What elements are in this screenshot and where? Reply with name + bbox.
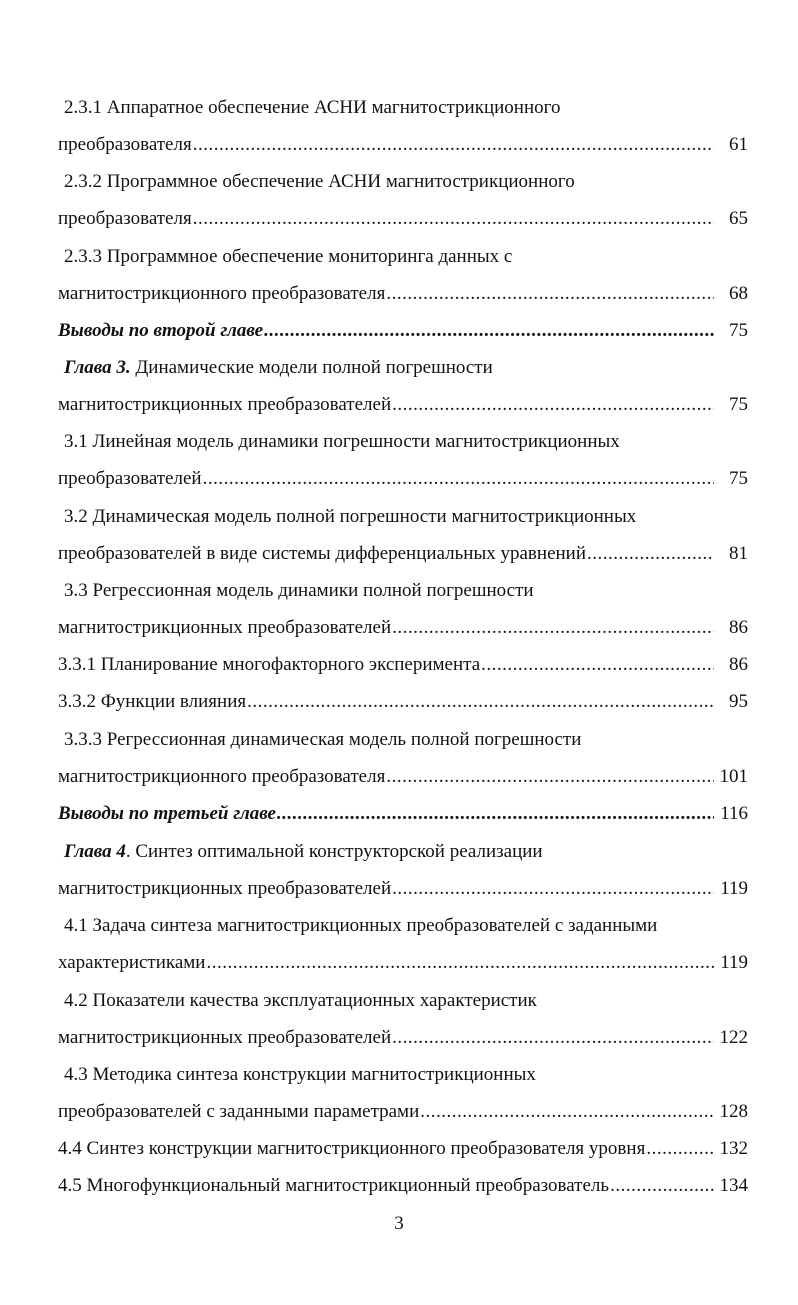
toc-entry-text: Выводы по второй главе — [58, 320, 264, 341]
dot-leader — [203, 467, 714, 491]
toc-page-number: 132 — [719, 1138, 748, 1159]
toc-entry-text: магнитострикционного преобразователя — [58, 283, 386, 304]
dot-leader — [392, 1026, 714, 1050]
toc-entry-4-1-line1: 4.1 Задача синтеза магнитострикционных преобразователей с заданными — [64, 915, 658, 936]
dot-leader — [193, 133, 714, 157]
toc-entry-4-3-line1: 4.3 Методика синтеза конструкции магнитострикционных — [64, 1064, 536, 1085]
toc-entry-4-4 — [58, 1137, 748, 1161]
dot-leader — [646, 1137, 714, 1161]
toc-entry-text: преобразователей с заданными параметрами — [58, 1101, 420, 1122]
toc-entry-text: 3.3.2 Функции влияния — [58, 691, 247, 712]
toc-entry-text: характеристиками — [58, 952, 206, 973]
dot-leader — [610, 1174, 714, 1198]
dot-leader — [277, 802, 714, 826]
toc-page-number: 68 — [729, 283, 748, 304]
toc-entry-chapter-4-line2 — [58, 877, 748, 901]
chapter-title: Динамические модели полной погрешности — [130, 357, 493, 378]
toc-entry-4-2-line1: 4.2 Показатели качества эксплуатационных характеристик — [64, 990, 537, 1011]
toc-entry-text: магнитострикционного преобразователя — [58, 766, 386, 787]
toc-entry-text: магнитострикционных преобразователей — [58, 394, 392, 415]
toc-page-number: 128 — [719, 1101, 748, 1122]
toc-entry-2-3-3-line1: 2.3.3 Программное обеспечение мониторинга данных с — [64, 246, 513, 267]
toc-entry-3-3-1 — [58, 653, 748, 677]
toc-entry-3-3-line2 — [58, 616, 748, 640]
toc-entry-chapter-3-line2 — [58, 393, 748, 417]
dot-leader — [247, 690, 714, 714]
toc-entry-2-3-1-line2 — [58, 133, 748, 157]
toc-entry-3-2-line2 — [58, 542, 748, 566]
chapter-label: Глава 4 — [64, 841, 126, 862]
toc-page-number: 122 — [719, 1027, 748, 1048]
toc-page-number: 86 — [729, 617, 748, 638]
dot-leader — [392, 877, 714, 901]
toc-entry-3-2-line1: 3.2 Динамическая модель полной погрешности магнитострикционных — [64, 506, 637, 527]
toc-page-number: 81 — [729, 543, 748, 564]
page-number: 3 — [394, 1213, 404, 1234]
dot-leader — [264, 319, 714, 343]
toc-entry-text: преобразователя — [58, 208, 192, 229]
toc-page-number: 101 — [719, 766, 748, 787]
toc-page-number: 75 — [729, 394, 748, 415]
toc-entry-4-1-line2 — [58, 951, 748, 975]
toc-entry-4-2-line2 — [58, 1026, 748, 1050]
toc-entry-2-3-2-line2 — [58, 207, 748, 231]
toc-entry-3-1-line2 — [58, 467, 748, 491]
dot-leader — [193, 207, 714, 231]
toc-entry-text: преобразователя — [58, 134, 192, 155]
dot-leader — [206, 951, 714, 975]
toc-entry-text: 4.5 Многофункциональный магнитострикционный преобразователь — [58, 1175, 610, 1196]
toc-entry-text: магнитострикционных преобразователей — [58, 617, 392, 638]
toc-page-number: 134 — [719, 1175, 748, 1196]
toc-entry-text: магнитострикционных преобразователей — [58, 1027, 392, 1048]
toc-entry-text: преобразователей — [58, 468, 202, 489]
dot-leader — [392, 393, 714, 417]
toc-page-number: 61 — [729, 134, 748, 155]
toc-entry-text: магнитострикционных преобразователей — [58, 878, 392, 899]
toc-entry-text: преобразователей в виде системы дифференциальных уравнений — [58, 543, 587, 564]
toc-entry-2-3-1-line1: 2.3.1 Аппаратное обеспечение АСНИ магнитострикционного — [64, 97, 561, 118]
toc-page-number: 119 — [720, 878, 748, 899]
toc-entry-text: Выводы по третьей главе — [58, 803, 276, 824]
toc-page-number: 75 — [729, 320, 748, 341]
toc-entry-3-3-3-line2 — [58, 765, 748, 789]
toc-entry-4-3-line2 — [58, 1100, 748, 1124]
toc-entry-3-3-line1: 3.3 Регрессионная модель динамики полной погрешности — [64, 580, 534, 601]
toc-page-number: 75 — [729, 468, 748, 489]
toc-entry-text: 4.4 Синтез конструкции магнитострикционного преобразователя уровня — [58, 1138, 646, 1159]
toc-entry-2-3-3-line2 — [58, 282, 748, 306]
toc-entry-2-3-2-line1: 2.3.2 Программное обеспечение АСНИ магнитострикционного — [64, 171, 575, 192]
toc-page-number: 65 — [729, 208, 748, 229]
dot-leader — [420, 1100, 714, 1124]
toc-entry-3-3-2 — [58, 690, 748, 714]
toc-entry-3-1-line1: 3.1 Линейная модель динамики погрешности магнитострикционных — [64, 431, 620, 452]
dot-leader — [481, 653, 714, 677]
dot-leader — [587, 542, 714, 566]
toc-entry-text: 3.3.1 Планирование многофакторного эксперимента — [58, 654, 481, 675]
toc-page-number: 95 — [729, 691, 748, 712]
chapter-title: . Синтез оптимальной конструкторской реализации — [125, 841, 543, 862]
chapter-label: Глава 3. — [64, 357, 131, 378]
toc-page-number: 116 — [720, 803, 748, 824]
toc-entry-4-5 — [58, 1174, 748, 1198]
dot-leader — [392, 616, 714, 640]
toc-entry-chapter-4-line1 — [64, 840, 543, 864]
toc-page-number: 119 — [720, 952, 748, 973]
toc-page-number: 86 — [729, 654, 748, 675]
dot-leader — [386, 282, 714, 306]
toc-entry-3-3-3-line1: 3.3.3 Регрессионная динамическая модель полной погрешности — [64, 729, 582, 750]
toc-entry-chapter-3-line1 — [64, 356, 493, 380]
toc-entry-conclusions-ch2 — [58, 319, 748, 343]
toc-entry-conclusions-ch3 — [58, 802, 748, 826]
dot-leader — [386, 765, 714, 789]
